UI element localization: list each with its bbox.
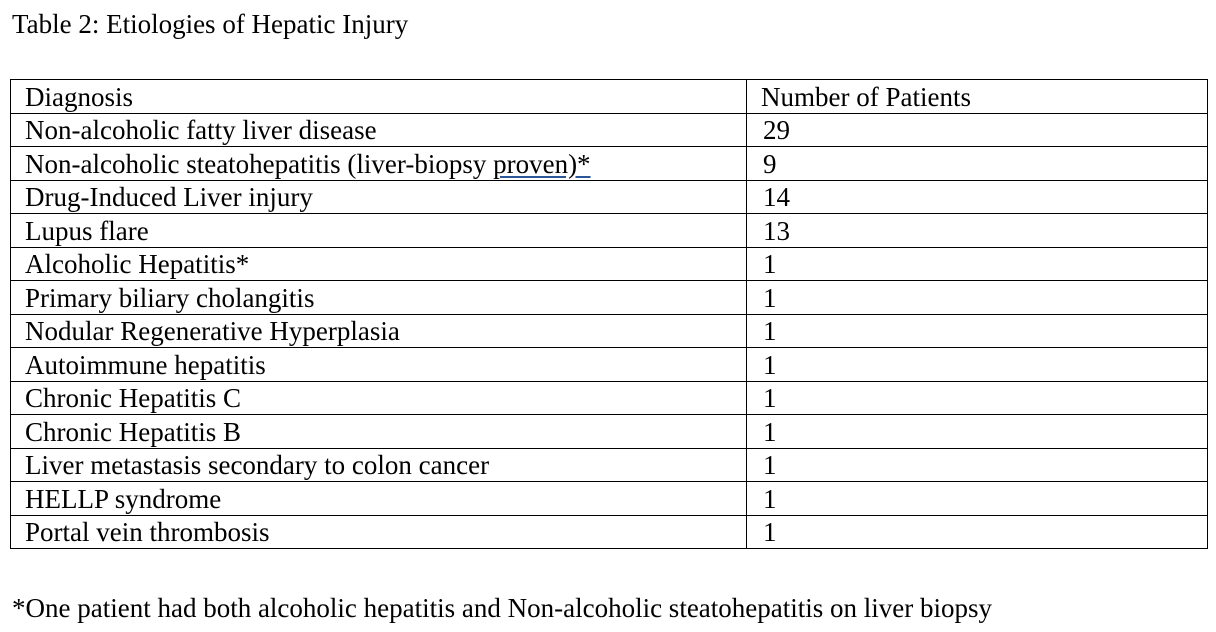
diagnosis-cell: Chronic Hepatitis B	[11, 415, 747, 449]
count-cell: 1	[747, 381, 1208, 415]
diagnosis-cell: Alcoholic Hepatitis*	[11, 247, 747, 281]
table-row	[11, 381, 1208, 415]
diagnosis-cell	[11, 147, 747, 181]
etiologies-table	[10, 79, 1208, 549]
count-cell: 1	[747, 448, 1208, 482]
table-row	[11, 147, 1208, 181]
count-cell: 29	[747, 113, 1208, 147]
table-row	[11, 214, 1208, 248]
diagnosis-cell: HELLP syndrome	[11, 482, 747, 516]
table-row	[11, 281, 1208, 315]
count-cell: 13	[747, 214, 1208, 248]
table-row	[11, 482, 1208, 516]
table-header-row	[11, 80, 1208, 114]
diagnosis-cell: Nodular Regenerative Hyperplasia	[11, 314, 747, 348]
count-cell: 14	[747, 180, 1208, 214]
table-caption: Table 2: Etiologies of Hepatic Injury	[12, 9, 409, 39]
count-cell: 1	[747, 348, 1208, 382]
diagnosis-cell: Portal vein thrombosis	[11, 515, 747, 549]
diagnosis-cell: Non-alcoholic fatty liver disease	[11, 113, 747, 147]
header-number-of-patients: Number of Patients	[747, 80, 1208, 114]
table-footnote: *One patient had both alcoholic hepatitis and Non-alcoholic steatohepatitis on liver biopsy	[12, 593, 993, 623]
count-cell: 1	[747, 515, 1208, 549]
table-row	[11, 515, 1208, 549]
table-row	[11, 415, 1208, 449]
count-cell: 1	[747, 247, 1208, 281]
diagnosis-underlined-text: proven)*	[493, 148, 591, 179]
table-row	[11, 113, 1208, 147]
diagnosis-cell: Chronic Hepatitis C	[11, 381, 747, 415]
table-row	[11, 448, 1208, 482]
diagnosis-cell: Drug-Induced Liver injury	[11, 180, 747, 214]
table-row	[11, 180, 1208, 214]
diagnosis-text: Non-alcoholic steatohepatitis (liver-biopsy	[25, 148, 494, 179]
count-cell: 1	[747, 314, 1208, 348]
diagnosis-cell: Lupus flare	[11, 214, 747, 248]
count-cell: 1	[747, 482, 1208, 516]
diagnosis-cell: Autoimmune hepatitis	[11, 348, 747, 382]
table-row	[11, 348, 1208, 382]
header-diagnosis: Diagnosis	[11, 80, 747, 114]
count-cell: 1	[747, 415, 1208, 449]
table-row	[11, 247, 1208, 281]
diagnosis-cell: Primary biliary cholangitis	[11, 281, 747, 315]
count-cell: 1	[747, 281, 1208, 315]
count-cell: 9	[747, 147, 1208, 181]
diagnosis-cell: Liver metastasis secondary to colon cancer	[11, 448, 747, 482]
table-row	[11, 314, 1208, 348]
